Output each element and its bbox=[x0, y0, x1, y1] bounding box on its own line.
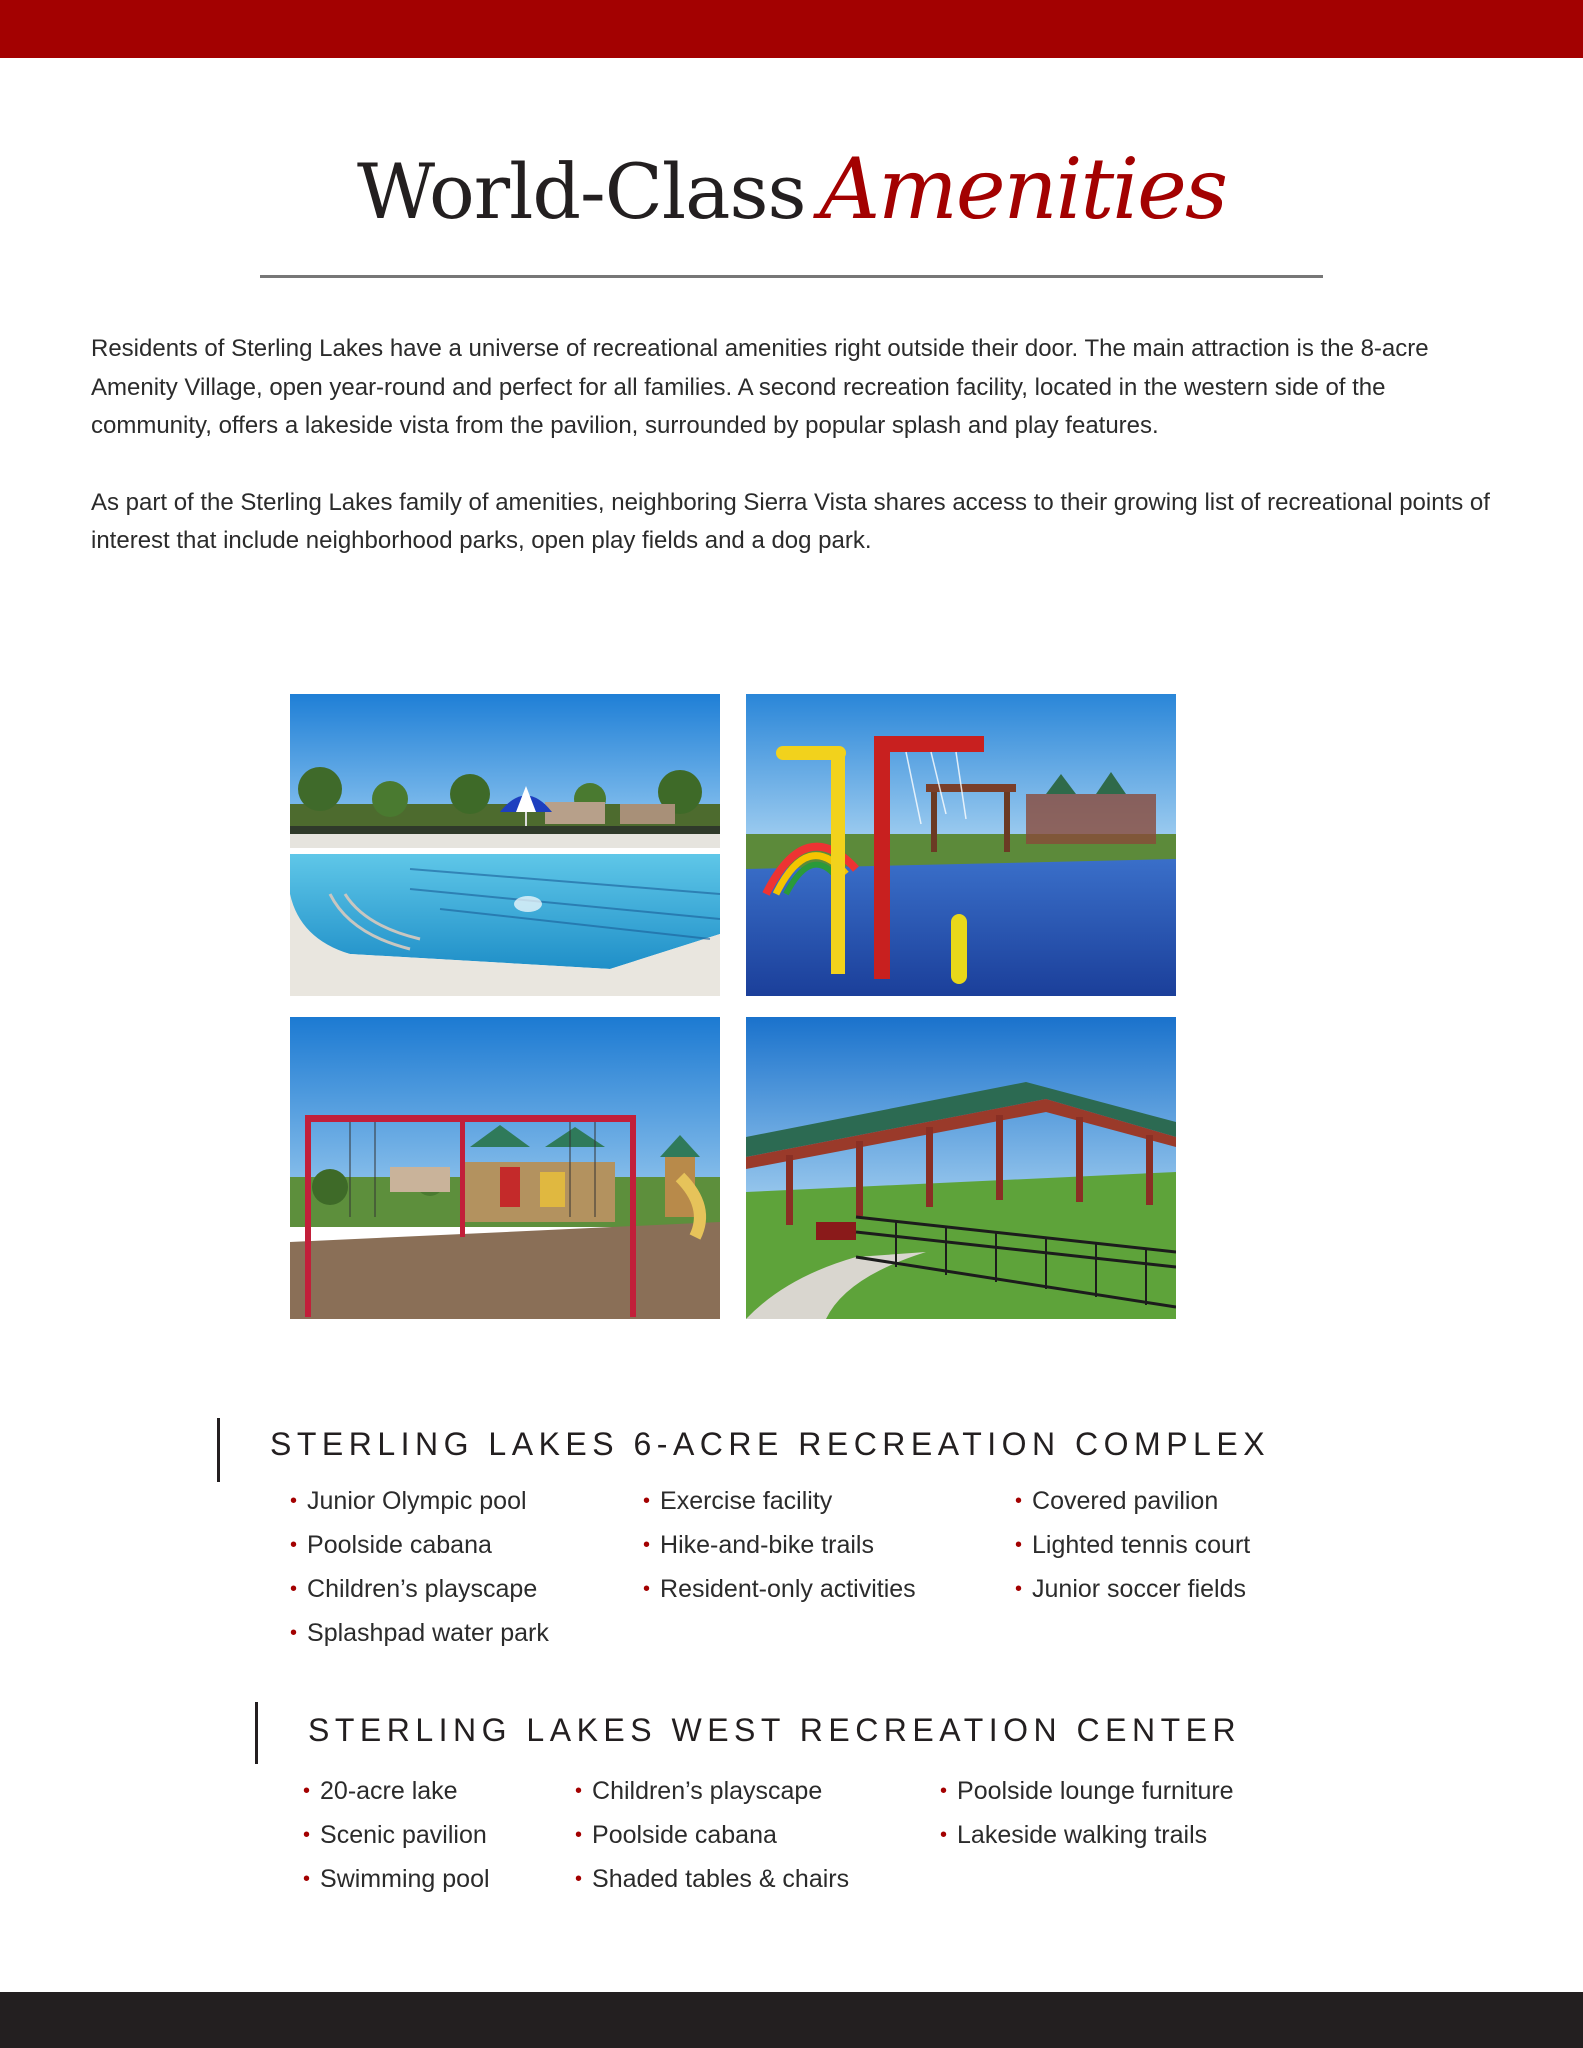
list-item: • Covered pavilion bbox=[1015, 1487, 1219, 1515]
list-item: • Lighted tennis court bbox=[1015, 1531, 1251, 1559]
section-2-title: STERLING LAKES WEST RECREATION CENTER bbox=[308, 1712, 1242, 1748]
section-2-column-2 bbox=[575, 1770, 849, 1902]
intro-paragraph-1: Residents of Sterling Lakes have a universe of recreational amenities right outside their door. The main attraction is the 8-acre Amenity Village, open year-round and perfect for all families. A second recreation facility, located in the western side of the community, offers a lakeside vista from the pavilion, surrounded by popular splash and play features. bbox=[91, 335, 1429, 439]
list-item: • Poolside cabana bbox=[575, 1821, 777, 1849]
page-title bbox=[0, 140, 1583, 238]
bottom-footer-bar bbox=[0, 1992, 1583, 2048]
list-item: • Swimming pool bbox=[303, 1865, 490, 1893]
intro-paragraph-2: As part of the Sterling Lakes family of amenities, neighboring Sierra Vista shares access to their growing list of recreational points of interest that include neighborhood parks, open play fields and a dog park. bbox=[91, 488, 1490, 554]
section-1-column-3 bbox=[1015, 1480, 1250, 1612]
list-item: • Junior soccer fields bbox=[1015, 1575, 1246, 1603]
section-2-column-3 bbox=[940, 1770, 1234, 1858]
splashpad-photo bbox=[746, 694, 1176, 996]
section-1-column-1 bbox=[290, 1480, 549, 1656]
intro-text bbox=[91, 330, 1511, 599]
title-divider bbox=[260, 275, 1323, 278]
section-1-column-2 bbox=[643, 1480, 916, 1612]
list-item: • Poolside lounge furniture bbox=[940, 1777, 1234, 1805]
section-1-title: STERLING LAKES 6-ACRE RECREATION COMPLEX bbox=[270, 1426, 1271, 1462]
list-item: • Shaded tables & chairs bbox=[575, 1865, 850, 1893]
list-item: • Splashpad water park bbox=[290, 1619, 549, 1647]
list-item: • Poolside cabana bbox=[290, 1531, 492, 1559]
title-amenities: Amenities bbox=[819, 140, 1226, 238]
list-item: • Hike-and-bike trails bbox=[643, 1531, 874, 1559]
list-item: • Resident-only activities bbox=[643, 1575, 916, 1603]
swimming-pool-photo bbox=[290, 694, 720, 996]
title-world-class: World-Class bbox=[357, 147, 806, 236]
list-item: • Children’s playscape bbox=[575, 1777, 823, 1805]
list-item: • Children’s playscape bbox=[290, 1575, 538, 1603]
section-2-marker bbox=[255, 1702, 258, 1764]
pavilion-photo bbox=[746, 1017, 1176, 1319]
top-accent-bar bbox=[0, 0, 1583, 58]
list-item: • Exercise facility bbox=[643, 1487, 833, 1515]
playground-photo bbox=[290, 1017, 720, 1319]
section-1-marker bbox=[217, 1418, 220, 1482]
list-item: • 20-acre lake bbox=[303, 1777, 458, 1805]
list-item: • Scenic pavilion bbox=[303, 1821, 487, 1849]
list-item: • Junior Olympic pool bbox=[290, 1487, 527, 1515]
section-2-column-1 bbox=[303, 1770, 490, 1902]
list-item: • Lakeside walking trails bbox=[940, 1821, 1208, 1849]
